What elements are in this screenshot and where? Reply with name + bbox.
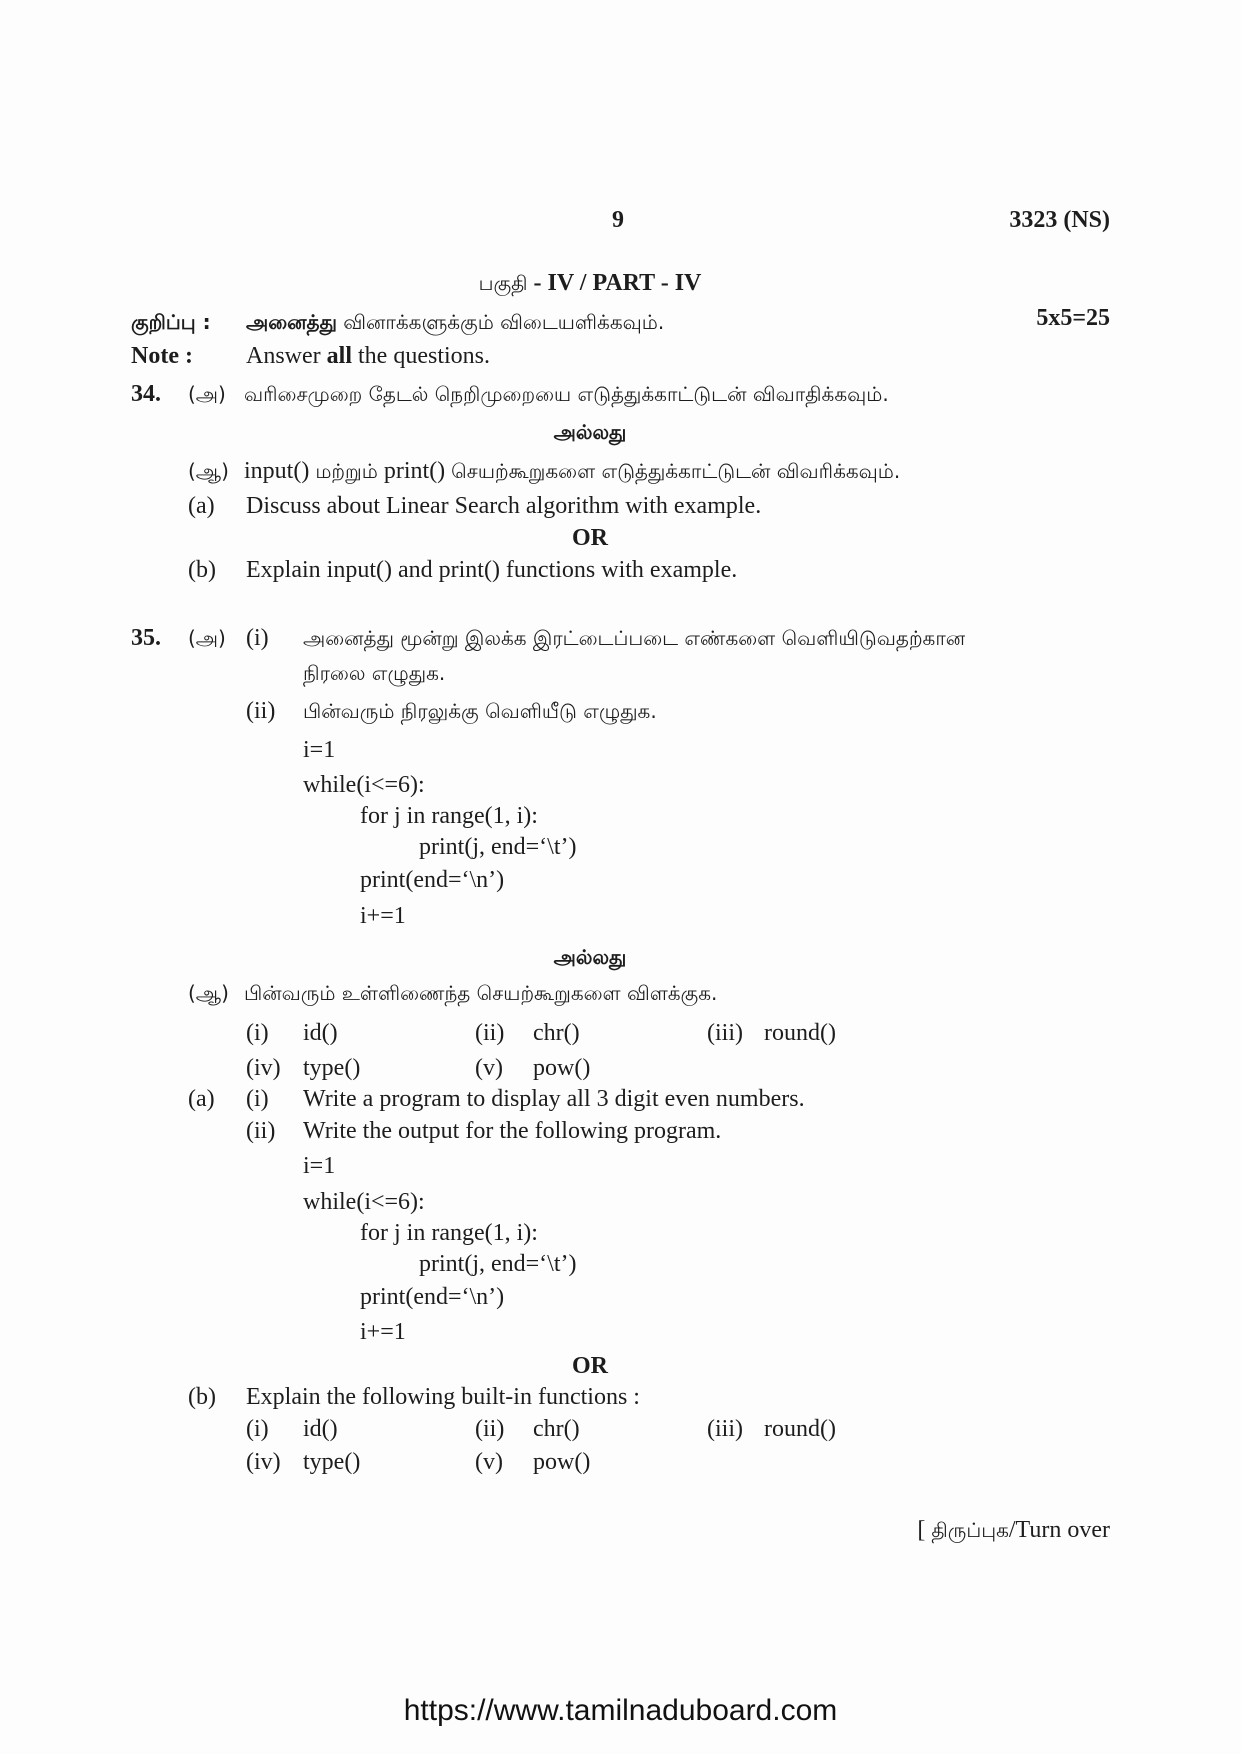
q35-english-a-i-label: (i) <box>246 1086 269 1112</box>
q35-tamil-code-line: print(end=‘\n’) <box>360 867 505 893</box>
q34-tamil-b-func-input: input() <box>244 458 310 484</box>
q34-tamil-b-join: மற்றும் <box>315 459 378 483</box>
q35-tamil-code-line: i=1 <box>303 737 336 763</box>
note-label-english: Note : <box>131 343 193 369</box>
q34-english-or: OR <box>572 525 608 551</box>
note-post-english: the questions. <box>358 343 490 369</box>
q35-tamil-a-i-text-line1: அனைத்து மூன்று இலக்க இரட்டைப்படை எண்களை வெளியிடுவதற்கான <box>303 626 966 650</box>
q35-english-code-line: print(end=‘\n’) <box>360 1284 505 1310</box>
q35-tamil-code-line: i+=1 <box>360 903 406 929</box>
note-pre-english: Answer <box>246 343 321 369</box>
page-number: 9 <box>612 207 624 233</box>
q35-english-a-i-text: Write a program to display all 3 digit even numbers. <box>303 1086 805 1112</box>
turn-over-bracket: [ <box>917 1517 926 1543</box>
q34-english-b-text: Explain input() and print() functions with example. <box>246 557 738 583</box>
turn-over-note <box>600 1515 1110 1545</box>
question-number-35: 35. <box>131 625 161 651</box>
q35-tamil-b-label: (ஆ) <box>188 981 229 1005</box>
q35-english-code-line: while(i<=6): <box>303 1189 425 1215</box>
q34-tamil-b-rest: செயற்கூறுகளை எடுத்துக்காட்டுடன் விவரிக்கவும். <box>451 459 901 483</box>
note-rest-tamil: வினாக்களுக்கும் விடையளிக்கவும். <box>343 310 665 334</box>
function-item-name: id() <box>303 1020 338 1046</box>
q35-tamil-a-i-text-line2: நிரலை எழுதுக. <box>303 661 446 685</box>
q35-tamil-b-text: பின்வரும் உள்ளிணைந்த செயற்கூறுகளை விளக்குக. <box>244 981 718 1005</box>
q35-tamil-a-ii-text: பின்வரும் நிரலுக்கு வெளியீடு எழுதுக. <box>303 699 657 723</box>
function-item-name: type() <box>303 1055 361 1081</box>
function-item-name: chr() <box>533 1416 580 1442</box>
function-item-name: chr() <box>533 1020 580 1046</box>
turn-over-tamil: திருப்புக <box>931 1518 1009 1542</box>
q34-english-a-label: (a) <box>188 493 215 519</box>
function-item-name: pow() <box>533 1449 591 1475</box>
q35-english-code-line: for j in range(1, i): <box>360 1220 538 1246</box>
q34-english-b-label: (b) <box>188 557 216 583</box>
function-item-label: (iii) <box>707 1416 743 1442</box>
note-emphasis-english: all <box>326 343 352 369</box>
note-label-tamil: குறிப்பு : <box>131 310 211 334</box>
q35-english-a-ii-text: Write the output for the following program. <box>303 1118 722 1144</box>
function-item-name: round() <box>764 1416 836 1442</box>
watermark-url: https://www.tamilnaduboard.com <box>403 1694 838 1727</box>
paper-code: 3323 (NS) <box>1009 207 1110 233</box>
function-item-label: (iv) <box>246 1449 281 1475</box>
q34-english-a-text: Discuss about Linear Search algorithm with example. <box>246 493 762 519</box>
q35-english-code-line: i+=1 <box>360 1319 406 1345</box>
function-item-label: (v) <box>475 1449 503 1475</box>
q35-english-code-line: i=1 <box>303 1153 336 1179</box>
question-number-34: 34. <box>131 381 161 407</box>
q35-tamil-code-line: for j in range(1, i): <box>360 803 538 829</box>
q35-tamil-or: அல்லது <box>553 945 627 969</box>
q34-tamil-b-label: (ஆ) <box>188 459 229 483</box>
function-item-label: (ii) <box>475 1416 505 1442</box>
function-item-label: (iv) <box>246 1055 281 1081</box>
q35-tamil-a-i-label: (i) <box>246 625 269 651</box>
q35-tamil-a-label: (அ) <box>188 626 226 650</box>
part-title-english: - IV / PART - IV <box>533 270 702 296</box>
q35-tamil-code-line: while(i<=6): <box>303 772 425 798</box>
note-text-english <box>246 341 1110 371</box>
function-item-label: (i) <box>246 1020 269 1046</box>
q34-tamil-or: அல்லது <box>553 420 627 444</box>
function-item-label: (i) <box>246 1416 269 1442</box>
function-item-label: (v) <box>475 1055 503 1081</box>
q34-tamil-b-text <box>244 456 1110 486</box>
function-item-name: pow() <box>533 1055 591 1081</box>
note-emphasis-tamil: அனைத்து <box>246 310 337 334</box>
q35-english-code-line: print(j, end=‘\t’) <box>419 1251 577 1277</box>
q35-english-a-ii-label: (ii) <box>246 1118 276 1144</box>
q34-tamil-a-text: வரிசைமுறை தேடல் நெறிமுறையை எடுத்துக்காட்டுடன் விவாதிக்கவும். <box>244 382 889 406</box>
q34-tamil-a-label: (அ) <box>188 382 226 406</box>
q35-english-or: OR <box>572 1353 608 1379</box>
function-item-name: id() <box>303 1416 338 1442</box>
function-item-label: (iii) <box>707 1020 743 1046</box>
function-item-name: round() <box>764 1020 836 1046</box>
q35-english-b-text: Explain the following built-in functions : <box>246 1384 640 1410</box>
marks-allocation: 5x5=25 <box>1036 305 1110 331</box>
part-title-tamil: பகுதி <box>478 271 528 295</box>
function-item-name: type() <box>303 1449 361 1475</box>
function-item-label: (ii) <box>475 1020 505 1046</box>
part-title <box>290 268 890 298</box>
turn-over-english: /Turn over <box>1008 1517 1110 1543</box>
q35-english-b-label: (b) <box>188 1384 216 1410</box>
q35-tamil-a-ii-label: (ii) <box>246 698 276 724</box>
q35-tamil-code-line: print(j, end=‘\t’) <box>419 834 577 860</box>
q34-tamil-b-func-print: print() <box>383 458 446 484</box>
q35-english-a-label: (a) <box>188 1086 215 1112</box>
